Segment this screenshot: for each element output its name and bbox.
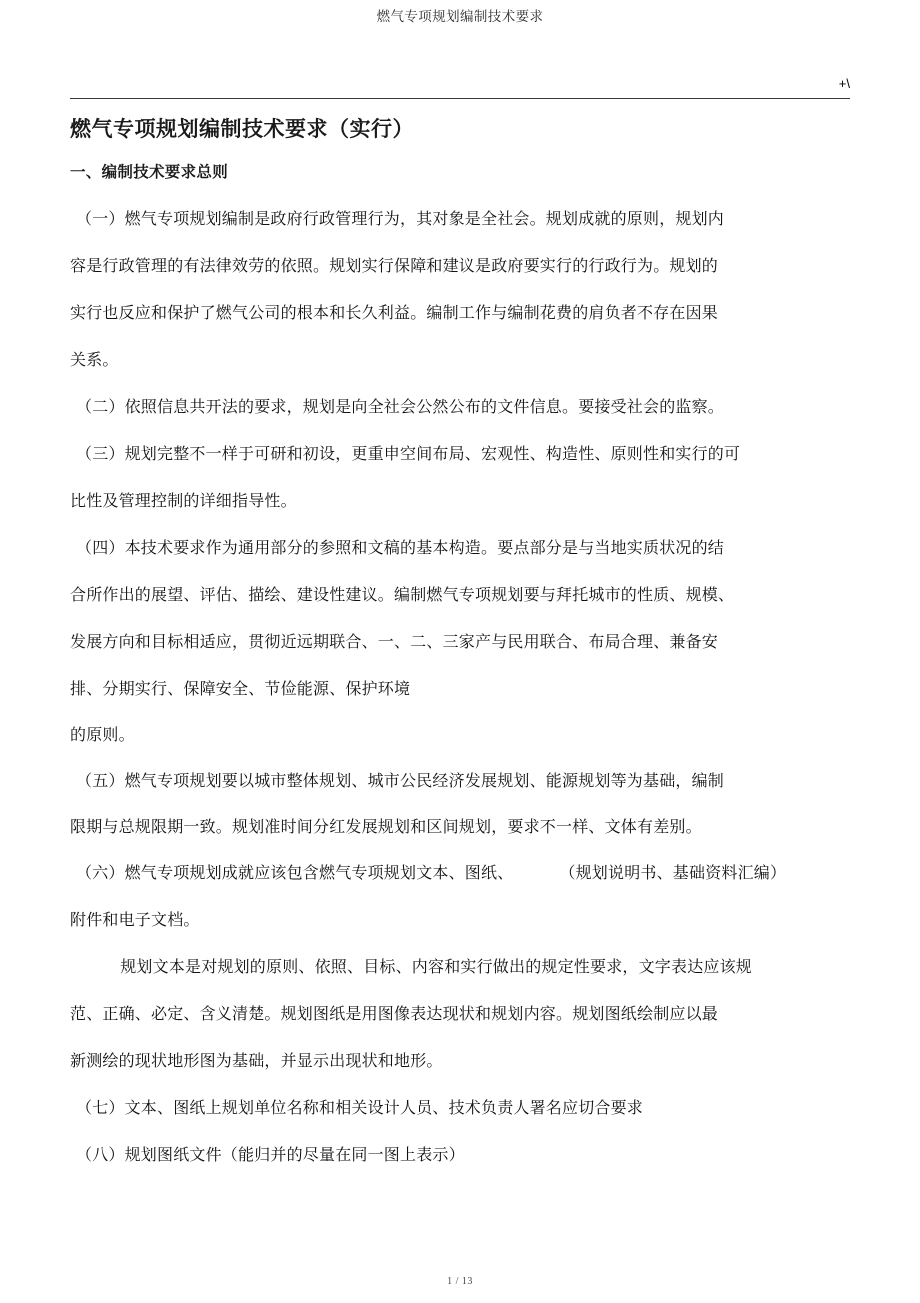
page-footer-number: 1 / 13	[447, 1276, 473, 1287]
document-body	[70, 112, 860, 1179]
header-divider	[70, 98, 850, 99]
paragraph-6-line-2: 附件和电子文档。	[70, 912, 200, 929]
paragraph-1-line-3: 实行也反应和保护了燃气公司的根本和长久利益。编制工作与编制花费的肩负者不存在因果	[70, 305, 719, 322]
paragraph-1-line-2: 容是行政管理的有法律效劳的依照。规划实行保障和建议是政府要实行的行政行为。规划的	[70, 258, 719, 275]
paragraph-4-line-3: 发展方向和目标相适应，贯彻近远期联合、一、二、三家产与民用联合、布局合理、兼备安	[70, 634, 719, 651]
paragraph-2-line-1: （二）依照信息共开法的要求，规划是向全社会公然公布的文件信息。要接受社会的监察。	[76, 399, 725, 416]
paragraph-4-line-2: 合所作出的展望、评估、描绘、建设性建议。编制燃气专项规划要与拜托城市的性质、规模、	[70, 587, 735, 604]
paragraph-6-line-1	[70, 850, 860, 897]
paragraph-6-text-before-gap: （六）燃气专项规划成就应该包含燃气专项规划文本、图纸、	[76, 865, 514, 882]
header-edit-mark: +\	[838, 76, 850, 91]
paragraph-6-parenthetical: （规划说明书、基础资料汇编）	[559, 865, 787, 882]
paragraph-7-line-2: 范、正确、必定、含义清楚。规划图纸是用图像表达现状和规划内容。规划图纸绘制应以最	[70, 1006, 719, 1023]
paragraph-4-line-5: 的原则。	[70, 727, 135, 744]
paragraph-7-line-1: 规划文本是对规划的原则、依照、目标、内容和实行做出的规定性要求，文字表达应该规	[104, 959, 753, 976]
paragraph-7-line-3: 新测绘的现状地形图为基础，并显示出现状和地形。	[70, 1053, 443, 1070]
paragraph-1-line-4: 关系。	[70, 352, 119, 369]
paragraph-4-line-4: 排、分期实行、保障安全、节俭能源、保护环境	[70, 681, 411, 698]
paragraph-5-line-2: 限期与总规限期一致。规划准时间分红发展规划和区间规划，要求不一样、文体有差别。	[70, 819, 702, 836]
page-title: 燃气专项规划编制技术要求（实行）	[70, 117, 414, 141]
paragraph-1-line-1: （一）燃气专项规划编制是政府行政管理行为，其对象是全社会。规划成就的原则，规划内	[76, 211, 725, 228]
running-header: 燃气专项规划编制技术要求	[376, 9, 544, 24]
paragraph-9-line-1: （八）规划图纸文件（能归并的尽量在同一图上表示）	[76, 1147, 465, 1164]
paragraph-3-line-2: 比性及管理控制的详细指导性。	[70, 493, 297, 510]
paragraph-8-line-1: （七）文本、图纸上规划单位名称和相关设计人员、技术负责人署名应切合要求	[76, 1100, 644, 1117]
paragraph-3-line-1: （三）规划完整不一样于可研和初设，更重申空间布局、宏观性、构造性、原则性和实行的可	[76, 446, 741, 463]
paragraph-4-line-1: （四）本技术要求作为通用部分的参照和文稿的基本构造。要点部分是与当地实质状况的结	[76, 540, 725, 557]
paragraph-5-line-1: （五）燃气专项规划要以城市整体规划、城市公民经济发展规划、能源规划等为基础，编制	[76, 773, 725, 790]
section-heading-1: 一、编制技术要求总则	[70, 164, 229, 181]
